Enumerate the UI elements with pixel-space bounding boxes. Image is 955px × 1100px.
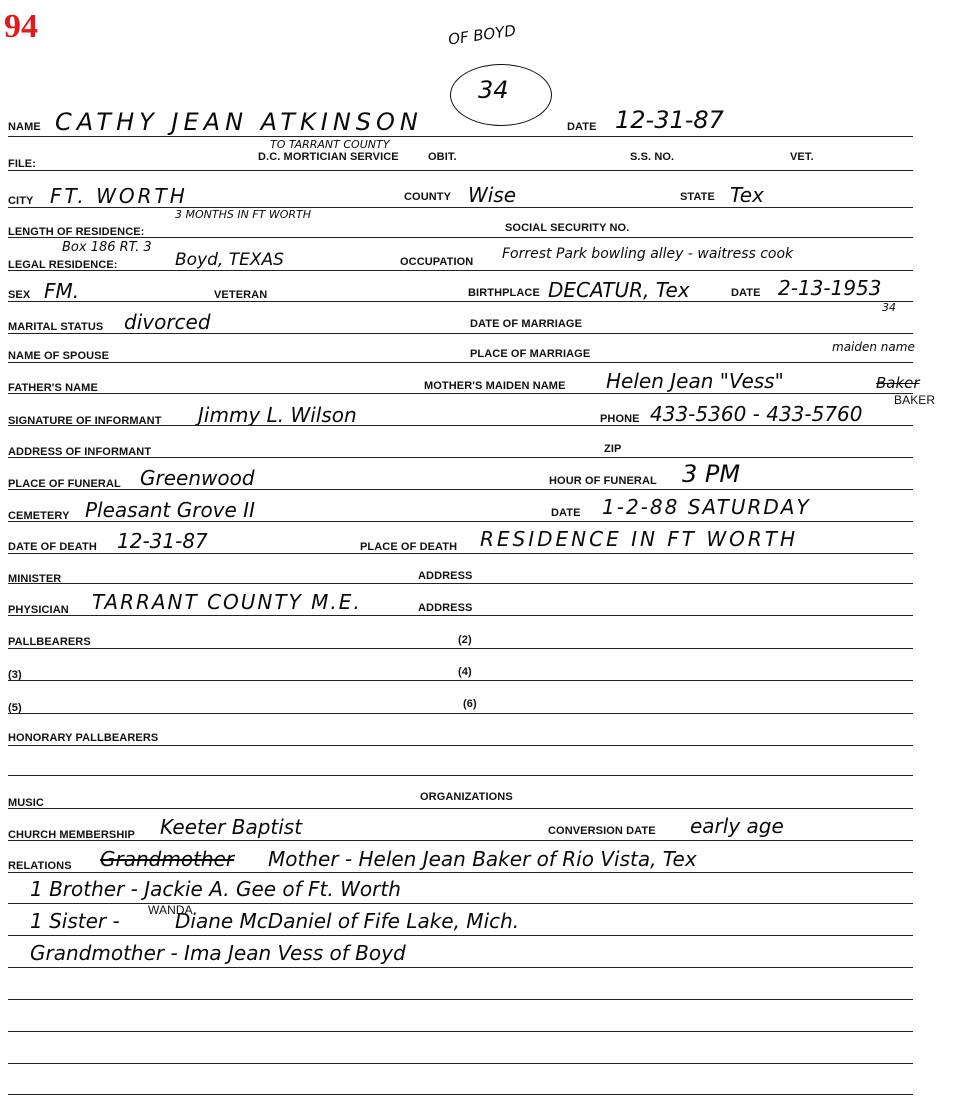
cemetery-date-label: DATE [551, 507, 581, 519]
place-of-death-value: RESIDENCE IN FT WORTH [480, 527, 799, 551]
state-label: STATE [680, 191, 715, 203]
honorary-line-1 [8, 745, 913, 746]
cemetery-value: Pleasant Grove II [85, 498, 255, 522]
name-line [8, 136, 913, 137]
music-label: MUSIC [8, 797, 44, 809]
social-security-label: SOCIAL SECURITY NO. [505, 222, 630, 234]
date-value: 12-31-87 [615, 106, 724, 134]
mothers-maiden-name-value: Helen Jean "Vess" [606, 369, 784, 393]
legal-residence-line2: Boyd, TEXAS [175, 250, 284, 270]
pallbearers-line-3 [8, 713, 913, 714]
spouse-line [8, 362, 913, 363]
blank-line-4 [8, 1094, 913, 1095]
physician-address-label: ADDRESS [418, 602, 473, 614]
mothers-baker-note: BAKER [894, 393, 936, 407]
conversion-date-label: CONVERSION DATE [548, 825, 656, 837]
signature-line [8, 425, 913, 426]
physician-line [8, 615, 913, 616]
legal-residence-label: LEGAL RESIDENCE: [8, 259, 118, 271]
state-value: Tex [730, 183, 764, 207]
sex-value: FM. [44, 279, 80, 303]
file-line [8, 170, 913, 171]
relations-wanda-note: WANDA [148, 903, 193, 917]
church-line [8, 840, 913, 841]
veteran-label: VETERAN [214, 289, 268, 301]
relations-rule-2 [8, 903, 913, 904]
name-value: CATHY JEAN ATKINSON [55, 108, 423, 136]
zip-label: ZIP [604, 443, 622, 455]
pallbearers-line-1 [8, 648, 913, 649]
pallbearers-label: PALLBEARERS [8, 636, 91, 648]
minister-label: MINISTER [8, 573, 62, 585]
cemetery-date-value: 1-2-88 SATURDAY [602, 495, 811, 519]
minister-line [8, 583, 913, 584]
pallbearer-3-label: (3) [8, 669, 22, 681]
physician-value: TARRANT COUNTY M.E. [92, 590, 362, 614]
marital-status-value: divorced [124, 310, 211, 334]
honorary-line-2 [8, 775, 913, 776]
music-line [8, 808, 913, 809]
church-membership-value: Keeter Baptist [160, 815, 303, 839]
maiden-name-note: maiden name [832, 340, 915, 354]
relations-line-4: Grandmother - Ima Jean Vess of Boyd [30, 941, 406, 965]
obit-label: OBIT. [428, 151, 457, 163]
age-note: 34 [882, 301, 896, 314]
city-label: CITY [8, 195, 34, 207]
date-of-death-value: 12-31-87 [117, 529, 208, 553]
ss-no-label: S.S. NO. [630, 151, 675, 163]
phone-value: 433-5360 - 433-5760 [650, 402, 863, 426]
relations-line-3: Diane McDaniel of Fife Lake, Mich. [175, 909, 520, 933]
mothers-struck-value: Baker [876, 374, 920, 392]
parents-line [8, 393, 913, 394]
name-of-spouse-label: NAME OF SPOUSE [8, 350, 110, 362]
conversion-date-value: early age [690, 814, 784, 838]
city-value: FT. WORTH [50, 184, 188, 208]
fathers-name-label: FATHER'S NAME [8, 382, 98, 394]
minister-address-label: ADDRESS [418, 570, 473, 582]
vet-label: VET. [790, 151, 814, 163]
physician-label: PHYSICIAN [8, 604, 69, 616]
pallbearers-line-2 [8, 680, 913, 681]
length-of-residence-label: LENGTH OF RESIDENCE: [8, 226, 145, 238]
organizations-label: ORGANIZATIONS [420, 791, 513, 803]
honorary-pallbearers-label: HONORARY PALLBEARERS [8, 732, 159, 744]
to-tarrant-county-note: TO TARRANT COUNTY [270, 138, 390, 151]
name-label: NAME [8, 121, 41, 133]
relations-rule-3 [8, 935, 913, 936]
relations-line-2: 1 Brother - Jackie A. Gee of Ft. Worth [30, 877, 401, 901]
address-of-informant-label: ADDRESS OF INFORMANT [8, 446, 152, 458]
of-boyd-note: OF BOYD [447, 21, 517, 49]
cemetery-label: CEMETERY [8, 510, 70, 522]
phone-label: PHONE [600, 413, 640, 425]
birth-date-label: DATE [731, 287, 761, 299]
signature-of-informant-label: SIGNATURE OF INFORMANT [8, 415, 162, 427]
relations-rule-4 [8, 967, 913, 968]
relations-label: RELATIONS [8, 860, 72, 872]
date-label: DATE [567, 121, 597, 133]
blank-line-2 [8, 1031, 913, 1032]
place-of-marriage-label: PLACE OF MARRIAGE [470, 348, 591, 360]
circled-number: 34 [478, 76, 509, 104]
pallbearer-6-label: (6) [463, 698, 477, 710]
signature-of-informant-value: Jimmy L. Wilson [198, 403, 357, 427]
length-line [8, 237, 913, 238]
blank-line-1 [8, 999, 913, 1000]
file-label: FILE: [8, 158, 36, 170]
sex-label: SEX [8, 289, 31, 301]
occupation-value: Forrest Park bowling alley - waitress cook [502, 246, 794, 262]
pallbearer-5-label: (5) [8, 702, 22, 714]
dc-mortician-label: D.C. MORTICIAN SERVICE [258, 151, 399, 163]
city-line [8, 207, 913, 208]
occupation-label: OCCUPATION [400, 256, 474, 268]
informant-address-line [8, 457, 913, 458]
county-value: Wise [468, 183, 517, 207]
place-of-death-label: PLACE OF DEATH [360, 541, 458, 553]
pallbearer-2-label: (2) [458, 634, 472, 646]
funeral-line [8, 489, 913, 490]
relations-struck-value: Grandmother [100, 847, 235, 871]
church-membership-label: CHURCH MEMBERSHIP [8, 829, 135, 841]
relations-line-1: Mother - Helen Jean Baker of Rio Vista, Tex [268, 847, 697, 871]
blank-line-3 [8, 1063, 913, 1064]
birth-date-value: 2-13-1953 [778, 276, 882, 300]
place-of-funeral-label: PLACE OF FUNERAL [8, 478, 121, 490]
hour-of-funeral-label: HOUR OF FUNERAL [549, 475, 657, 487]
place-of-funeral-value: Greenwood [140, 466, 255, 490]
sex-line [8, 301, 913, 302]
hour-of-funeral-value: 3 PM [682, 460, 741, 488]
mothers-maiden-name-label: MOTHER'S MAIDEN NAME [424, 380, 566, 392]
legal-residence-line1: Box 186 RT. 3 [62, 240, 152, 255]
marital-status-label: MARITAL STATUS [8, 321, 104, 333]
county-label: COUNTY [404, 191, 452, 203]
death-line [8, 553, 913, 554]
birthplace-label: BIRTHPLACE [468, 287, 540, 299]
relations-rule-1 [8, 872, 913, 873]
date-of-death-label: DATE OF DEATH [8, 541, 97, 553]
relations-sister-prefix: 1 Sister - [30, 909, 120, 933]
legal-residence-line [8, 270, 913, 271]
page-number: 94 [4, 8, 38, 45]
date-of-marriage-label: DATE OF MARRIAGE [470, 318, 583, 330]
marital-line [8, 333, 913, 334]
pallbearer-4-label: (4) [458, 666, 472, 678]
length-of-residence-value: 3 MONTHS IN FT WORTH [175, 208, 312, 221]
cemetery-line [8, 521, 913, 522]
birthplace-value: DECATUR, Tex [548, 278, 690, 302]
